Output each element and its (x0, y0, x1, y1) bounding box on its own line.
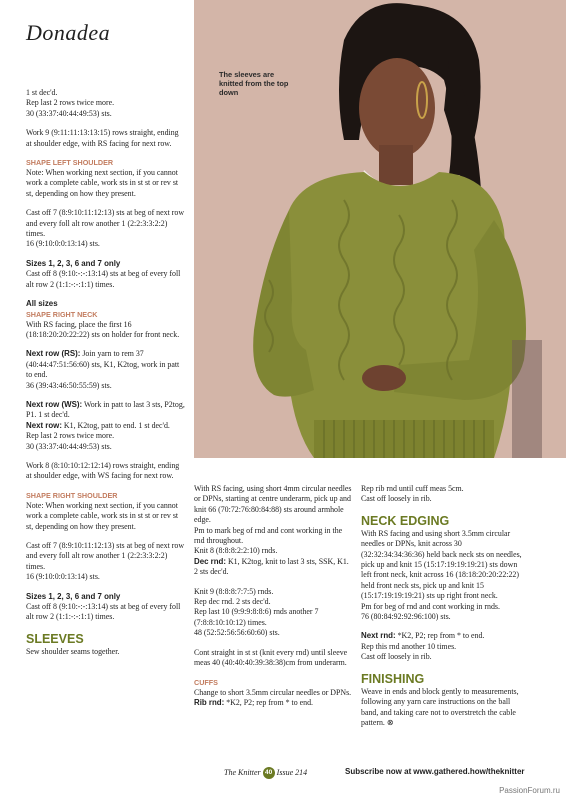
page-title: Donadea (26, 20, 111, 45)
instruction: Change to short 3.5mm circular needles or DPNs. (194, 687, 352, 697)
instruction: With RS facing, place the first 16 (18:18:20:20:22:22) sts on holder for front neck. (26, 319, 180, 339)
model-illustration (194, 0, 566, 458)
instruction: Sew shoulder seams together. (26, 646, 120, 656)
text-line: 1 st dec'd. (26, 88, 58, 97)
footer-issue (224, 767, 307, 779)
section-heading: SHAPE RIGHT NECK (26, 309, 98, 319)
instruction: Dec rnd: K1, K2tog, knit to last 3 sts, SSK, K1. 2 sts dec'd. (194, 556, 349, 577)
instruction: Cast off 8 (9:10:-:-:13:14) sts at beg of every foll alt row 2 (1:1:-:-:1:1) times. (26, 602, 181, 622)
end-mark-icon: ⊗ (386, 717, 394, 727)
model-photo (194, 0, 566, 458)
stitch-count: 16 (9:10:0:0:13:14) sts. (26, 239, 100, 249)
sizes-heading: Sizes 1, 2, 3, 6 and 7 only (26, 258, 121, 268)
all-sizes-heading: All sizes (26, 299, 58, 309)
instruction: Next rnd: *K2, P2; rep from * to end. (361, 631, 485, 641)
instruction: Work 8 (8:10:10:12:12:14) rows straight, ending at shoulder edge, with WS facing for next row. (26, 460, 180, 481)
section-heading-sleeves: SLEEVES (26, 631, 84, 646)
column-1 (26, 88, 186, 666)
instruction: Knit 9 (8:8:8:7:7:5) rnds. (194, 586, 274, 596)
instruction: Cast off 7 (8:9:10:11:12:13) sts at beg of next row and every foll alt row another 1 (2:2:3:3:2:2) times. (26, 541, 185, 571)
instruction: Next row (RS): Join yarn to rem 37 (40:44:47:51:56:60) sts, K1, K2tog, work in patt to end. (26, 349, 180, 380)
stitch-count: 16 (9:10:0:0:13:14) sts. (26, 572, 100, 582)
column-2 (194, 484, 352, 708)
stitch-count: 48 (52:52:56:56:60:60) sts. (194, 628, 280, 638)
section-heading-finishing: FINISHING (361, 671, 425, 686)
note: Note: When working next section, if you cannot work a complete cable, work sts in st st or rev st st, depending on how they present. (26, 500, 179, 531)
stitch-count: 36 (39:43:46:50:55:59) sts. (26, 380, 112, 390)
stitch-count: 76 (80:84:92:92:96:100) sts. (361, 612, 451, 622)
stitch-count: 30 (33:37:40:44:49:53) sts. (26, 108, 112, 118)
instruction: Pm for beg of rnd and cont working in rnds. (361, 601, 500, 611)
footer-subscribe (345, 767, 525, 776)
instruction: Cast off loosely in rib. (361, 652, 432, 662)
sizes-heading: Sizes 1, 2, 3, 6 and 7 only (26, 591, 121, 601)
instruction: With RS facing, using short 4mm circular needles or DPNs, starting at centre underarm, pick up and knit 66 (70:72:76:80:84:88) sts around armhole edge. (194, 484, 352, 525)
section-heading-neck-edging: NECK EDGING (361, 513, 450, 528)
issue-number: Issue 214 (276, 767, 308, 777)
page-number: 40 (263, 767, 275, 779)
instruction: Cont straight in st st (knit every rnd) until sleeve meas 40 (40:40:40:39:38:38)cm from underarm. (194, 647, 348, 668)
instruction: Pm to mark beg of rnd and cont working in the rnd throughout. (194, 525, 343, 546)
instruction: Rib rnd: *K2, P2; rep from * to end. (194, 697, 314, 707)
subscribe-link[interactable]: www.gathered.how/theknitter (413, 767, 525, 776)
instruction: Cast off 7 (8:9:10:11:12:13) sts at beg of next row and every foll alt row another 1 (2:2:3:3:2:2) times. (26, 208, 185, 239)
stitch-count: 30 (33:37:40:44:49:53) sts. (26, 441, 112, 451)
instruction: Cast off loosely in rib. (361, 494, 432, 504)
instruction: Weave in ends and block gently to measurements, following any yarn care instructions on the ball band, and taking care not to overstretch the cable pattern. ⊗ (361, 686, 519, 727)
instruction: Rep last 10 (9:9:9:8:8:6) rnds another 7 (7:8:8:10:10:12) times. (194, 607, 319, 627)
instruction: Cast off 8 (9:10:-:-:13:14) sts at beg of every foll alt row 2 (1:1:-:-:1:1) times. (26, 269, 181, 289)
text-line: Rep last 2 rows twice more. (26, 98, 115, 108)
instruction: Knit 8 (8:8:8:2:2:10) rnds. (194, 546, 278, 556)
subscribe-label: Subscribe now at (345, 767, 412, 776)
instruction: With RS facing and using short 3.5mm circular needles or DPNs, knit across 30 (32:32:34:34:36:36) held back neck sts on needles, pick up and knit 15 (15:17:19:19:19:21) sts down left front neck, knit across 16 (18:18:20:20:22:22) held front neck sts, pick up and knit 15 (15:17:19:19:19:21) sts up right front neck. (361, 528, 522, 601)
note: Note: When working next section, if you cannot work a complete cable, work sts in st st or rev st st, depending on how they present. (26, 168, 179, 198)
watermark: PassionForum.ru (499, 786, 560, 795)
section-heading: SHAPE RIGHT SHOULDER (26, 490, 118, 500)
column-3 (361, 484, 523, 728)
instruction: Rep dec rnd. 2 sts dec'd. (194, 597, 271, 607)
instruction: Work 9 (9:11:11:13:13:15) rows straight, ending at shoulder edge, with RS facing for next row. (26, 128, 179, 148)
instruction: Rep last 2 rows twice more. (26, 431, 115, 441)
instruction: Rep rib rnd until cuff meas 5cm. (361, 484, 464, 493)
instruction: Rep this rnd another 10 times. (361, 641, 457, 651)
magazine-name: The Knitter (224, 767, 261, 777)
instruction: Next row (WS): Work in patt to last 3 sts, P2tog, P1. 1 st dec'd. (26, 399, 185, 420)
photo-caption: The sleeves are knitted from the top down (219, 70, 289, 97)
section-heading: CUFFS (194, 677, 218, 687)
instruction: Next row: K1, K2tog, patt to end. 1 st dec'd. (26, 420, 170, 430)
section-heading: SHAPE LEFT SHOULDER (26, 158, 114, 168)
